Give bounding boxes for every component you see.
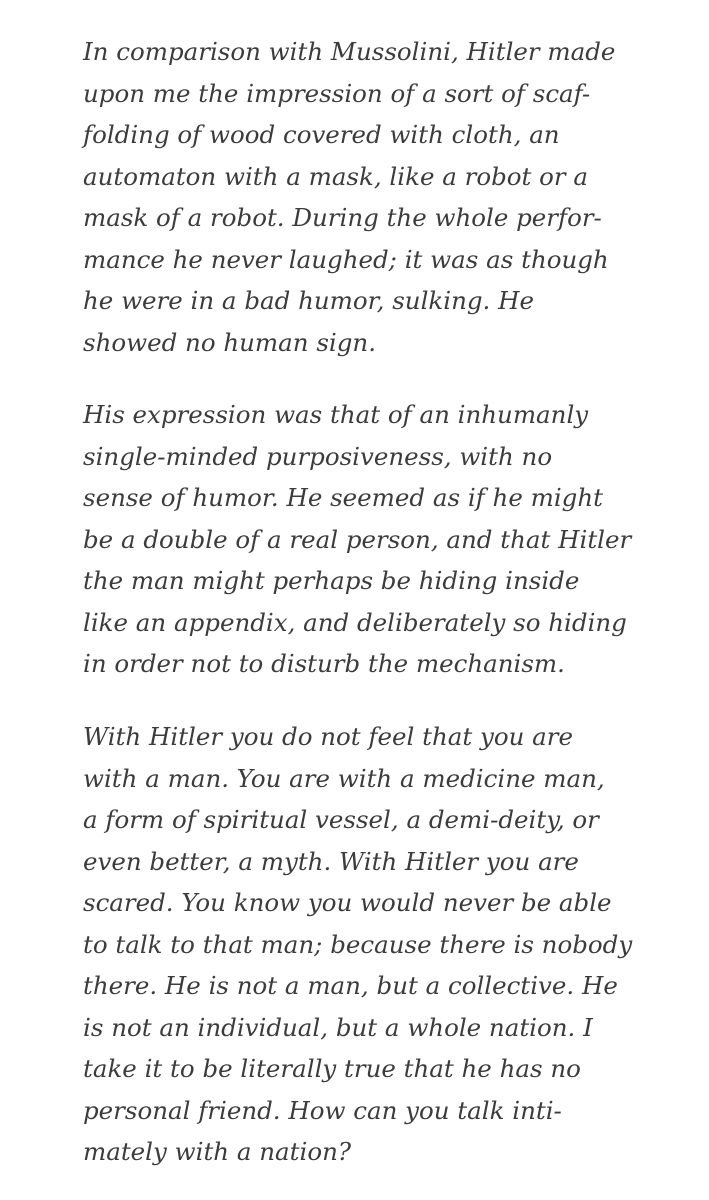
text-line: like an appendix, and deliberately so hiding: [83, 607, 627, 637]
text-line: he were in a bad humor, sulking. He: [83, 286, 535, 315]
text-line: personal friend. How can you talk inti-: [83, 1095, 562, 1125]
text-line: single-minded purposiveness, with no: [83, 441, 553, 471]
paragraph-2: [83, 394, 631, 685]
text-line: mately with a nation?: [83, 1137, 351, 1166]
text-line: be a double of a real person, and that Hitler: [83, 524, 632, 554]
text-line: to talk to that man; because there is nobody: [83, 929, 633, 959]
text-line: the man might perhaps be hiding inside: [83, 566, 580, 595]
text-line: His expression was that of an inhumanly: [83, 400, 589, 429]
text-line: is not an individual, but a whole nation. I: [83, 1012, 593, 1042]
text-line: with a man. You are with a medicine man,: [83, 763, 605, 793]
text-line: even better, a myth. With Hitler you are: [83, 846, 579, 876]
text-line: mance he never laughed; it was as though: [83, 244, 609, 274]
text-line: With Hitler you do not feel that you are: [83, 722, 573, 751]
text-line: upon me the impression of a sort of scaf-: [83, 78, 591, 108]
text-line: showed no human sign.: [83, 327, 376, 357]
text-line: mask of a robot. During the whole perfor-: [83, 203, 602, 232]
text-line: a form of spiritual vessel, a demi-deity, or: [83, 805, 599, 834]
paragraph-3: [83, 716, 632, 1173]
text-line: take it to be literally true that he has no: [83, 1054, 581, 1083]
text-line: In comparison with Mussolini, Hitler made: [83, 37, 616, 66]
text-line: scared. You know you would never be able: [83, 888, 612, 917]
paragraph-1: [83, 31, 615, 363]
text-line: there. He is not a man, but a collective. He: [83, 971, 618, 1000]
text-line: folding of wood covered with cloth, an: [83, 120, 560, 149]
text-line: sense of humor. He seemed as if he might: [83, 483, 603, 512]
text-line: in order not to disturb the mechanism.: [83, 649, 565, 678]
text-line: automaton with a mask, like a robot or a: [83, 161, 589, 191]
